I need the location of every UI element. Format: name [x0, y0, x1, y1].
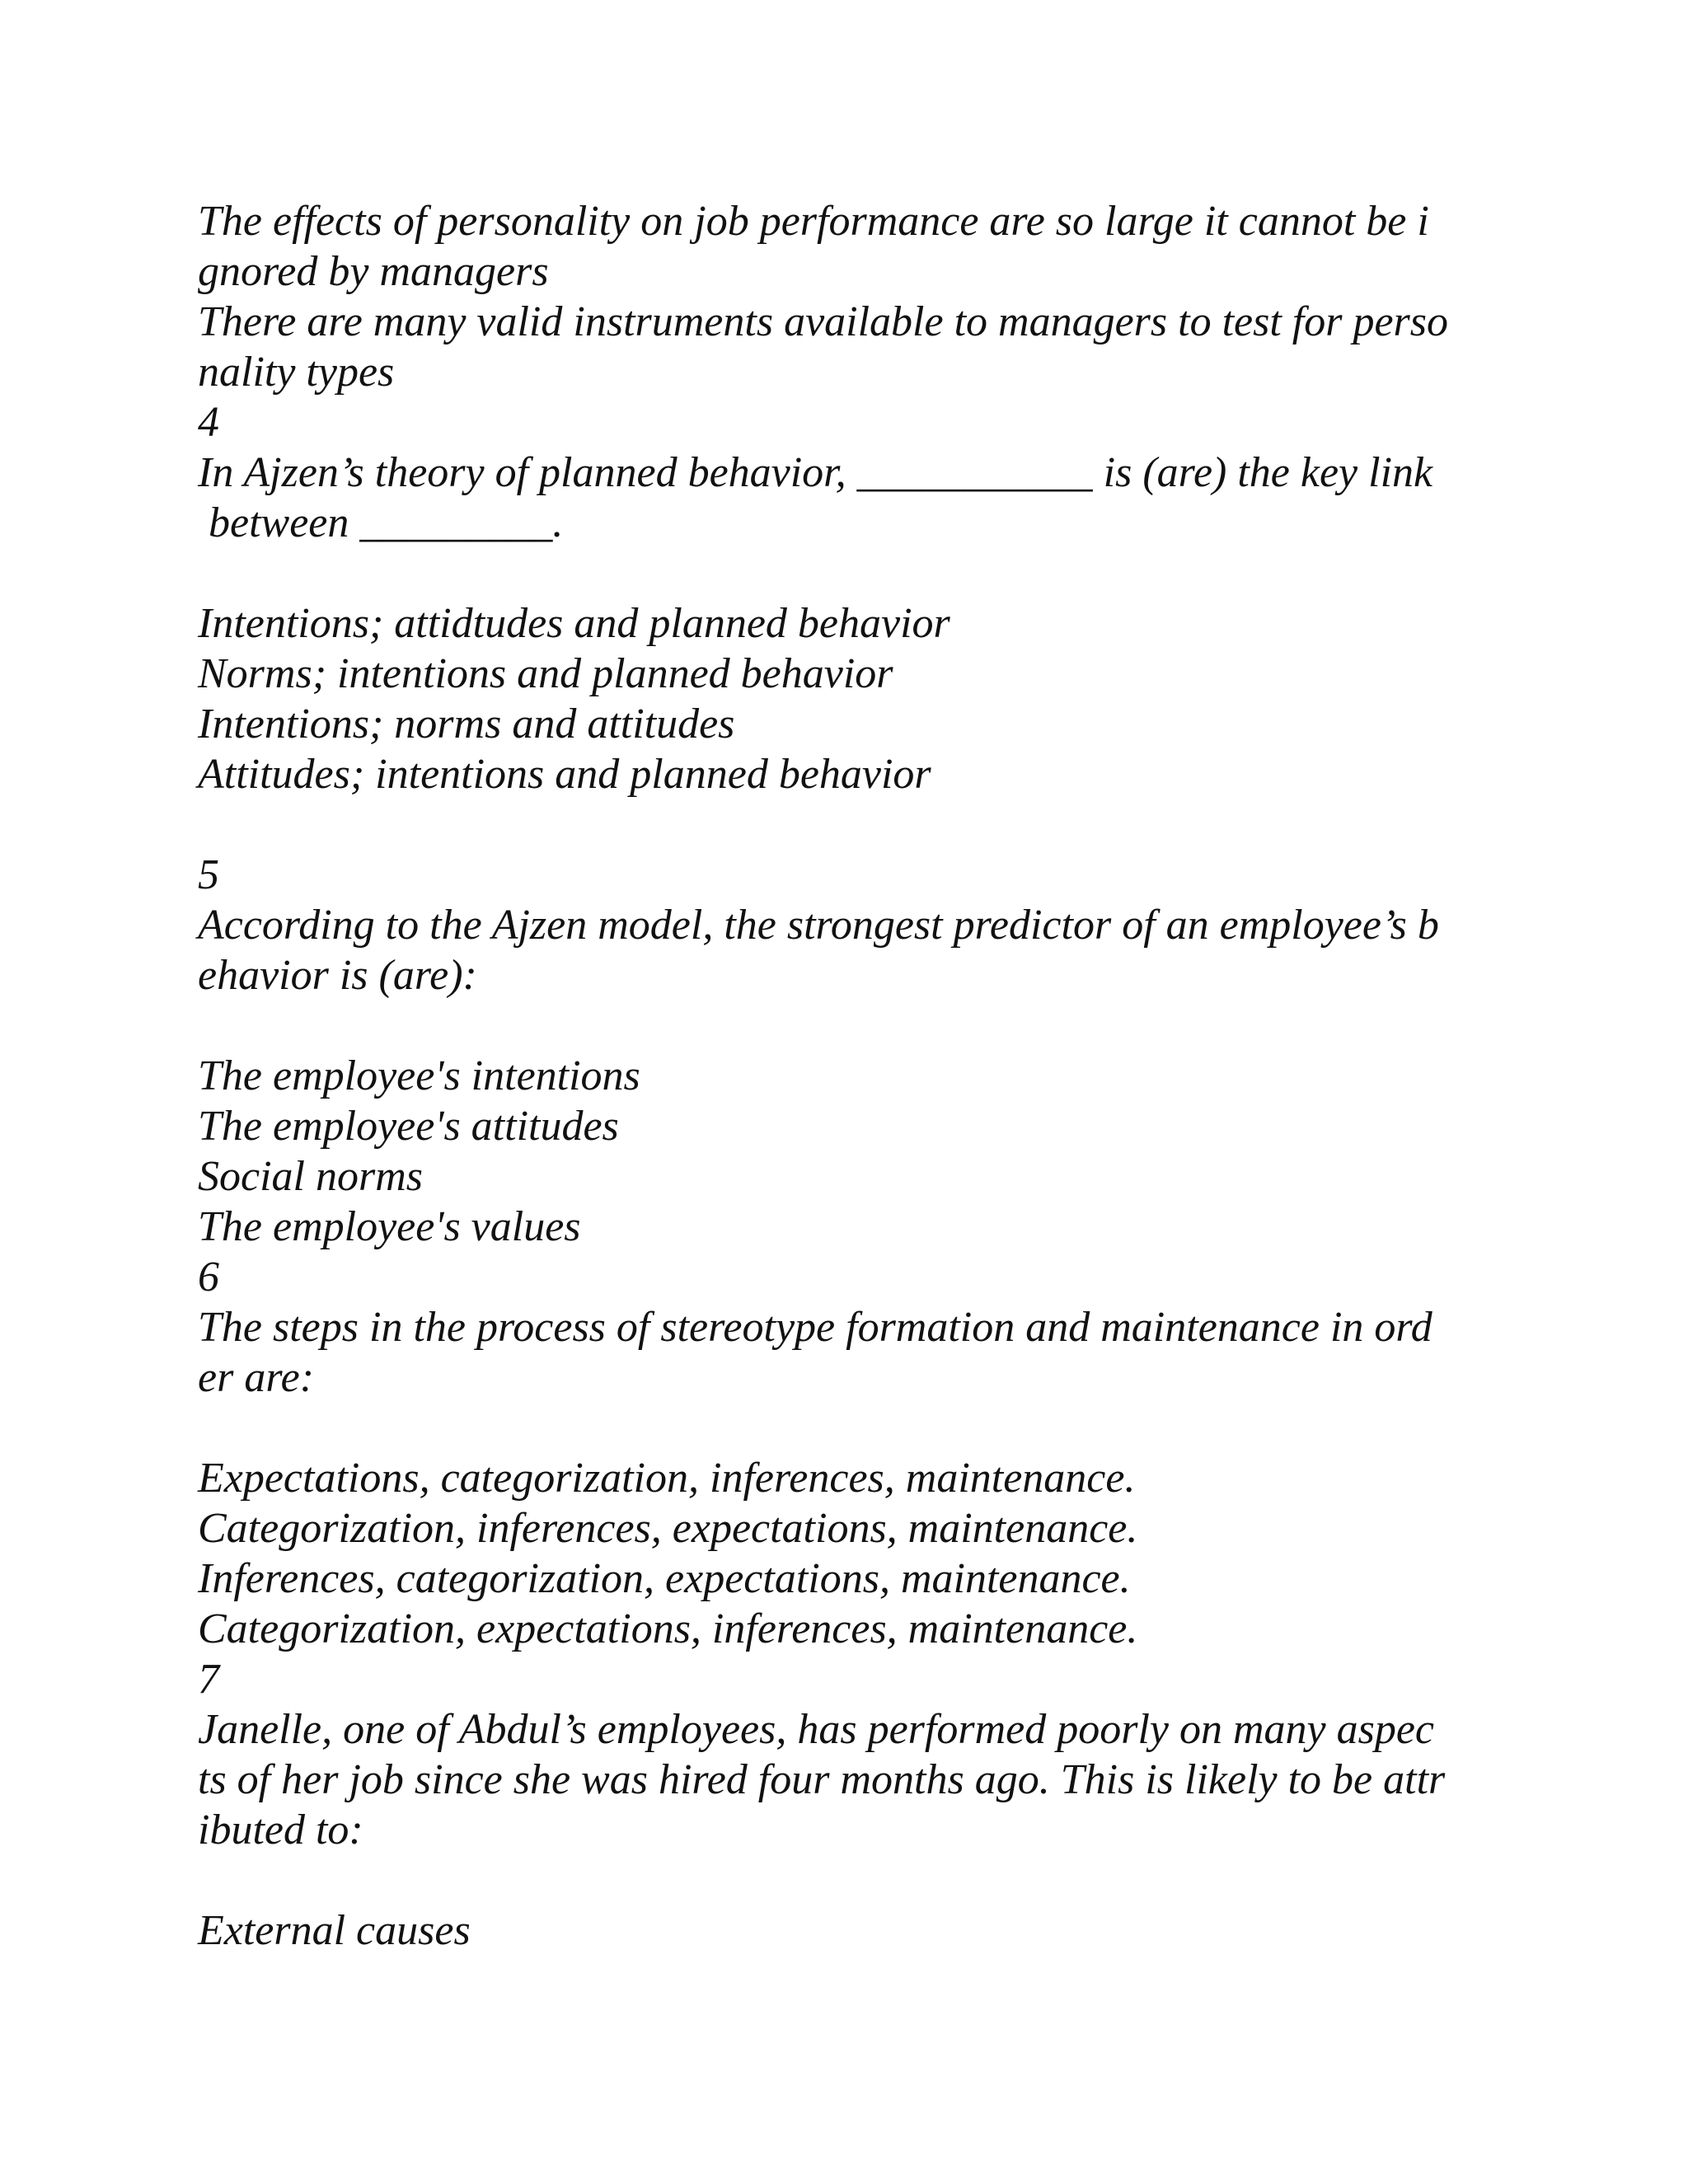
- blank-line: [198, 799, 1500, 850]
- blank-line: [198, 548, 1500, 598]
- question-text: According to the Ajzen model, the strongest predictor of an employee’s b: [198, 902, 1439, 949]
- blank-line: [198, 1855, 1500, 1905]
- answer-option: Intentions; norms and attitudes: [198, 701, 735, 748]
- answer-option: Social norms: [198, 1153, 423, 1200]
- answer-option: External causes: [198, 1907, 471, 1954]
- text-line: gnored by managers: [198, 248, 549, 295]
- question-number: 4: [198, 399, 219, 446]
- answer-option: Categorization, inferences, expectations, maintenance.: [198, 1505, 1138, 1552]
- question-text: between _________.: [198, 499, 564, 546]
- document-body: [198, 196, 1500, 1956]
- question-text: ehavior is (are):: [198, 952, 477, 999]
- question-text: In Ajzen’s theory of planned behavior, ___________ is (are) the key link: [198, 449, 1433, 496]
- answer-option: Inferences, categorization, expectations, maintenance.: [198, 1555, 1131, 1602]
- text-line: The effects of personality on job performance are so large it cannot be i: [198, 198, 1429, 245]
- answer-option: The employee's intentions: [198, 1052, 640, 1099]
- answer-option: The employee's values: [198, 1203, 581, 1250]
- answer-option: Expectations, categorization, inferences, maintenance.: [198, 1455, 1136, 1502]
- question-number: 7: [198, 1656, 219, 1703]
- blank-line: [198, 1001, 1500, 1051]
- answer-option: Intentions; attidtudes and planned behavior: [198, 600, 950, 647]
- blank-line: [198, 1403, 1500, 1453]
- answer-option: Attitudes; intentions and planned behavior: [198, 751, 931, 798]
- question-text: Janelle, one of Abdul’s employees, has performed poorly on many aspec: [198, 1706, 1435, 1753]
- question-text: er are:: [198, 1354, 315, 1401]
- question-text: ibuted to:: [198, 1807, 363, 1854]
- question-number: 6: [198, 1254, 219, 1301]
- answer-option: Categorization, expectations, inferences, maintenance.: [198, 1605, 1138, 1652]
- question-text: The steps in the process of stereotype formation and maintenance in ord: [198, 1304, 1432, 1351]
- answer-option: The employee's attitudes: [198, 1103, 619, 1150]
- question-number: 5: [198, 851, 219, 898]
- question-text: ts of her job since she was hired four months ago. This is likely to be attr: [198, 1756, 1446, 1803]
- answer-option: Norms; intentions and planned behavior: [198, 650, 893, 697]
- text-line: nality types: [198, 349, 395, 396]
- text-line: There are many valid instruments available to managers to test for perso: [198, 298, 1449, 345]
